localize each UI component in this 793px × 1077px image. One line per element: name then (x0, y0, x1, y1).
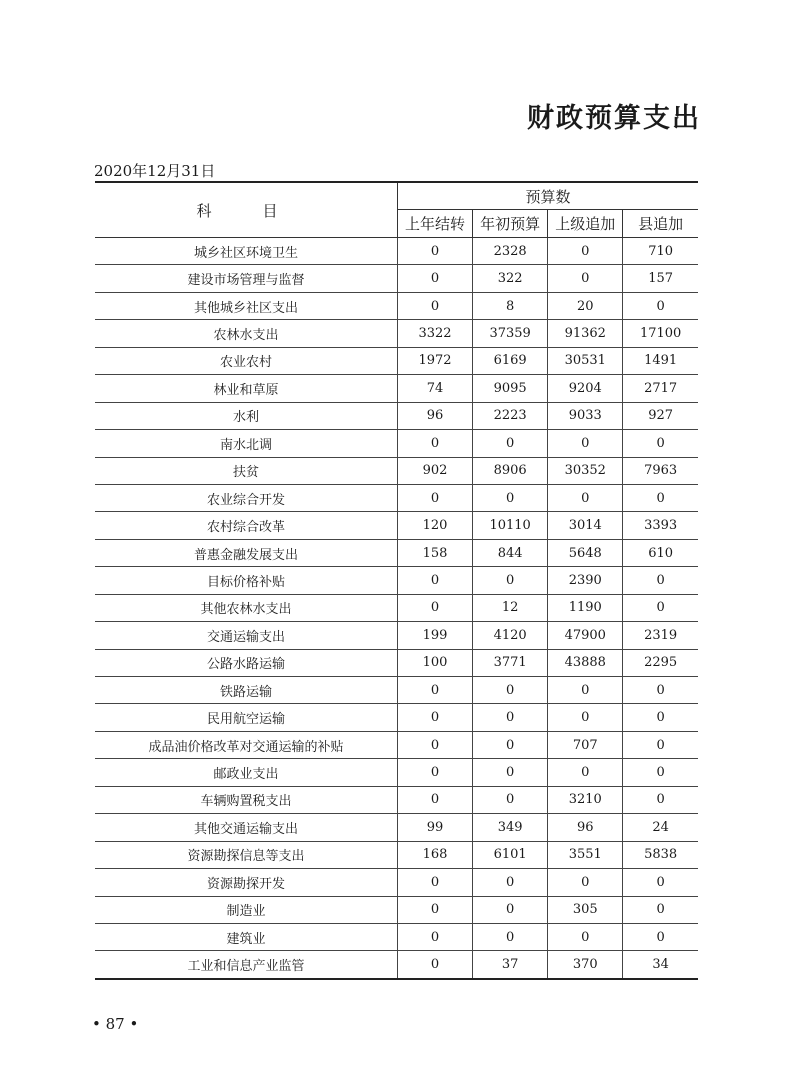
row-value: 30531 (548, 347, 623, 374)
row-subject: 民用航空运输 (95, 704, 397, 731)
row-value: 34 (623, 951, 698, 979)
column-header: 上年结转 (397, 210, 472, 238)
row-value: 3322 (397, 320, 472, 347)
table-row (95, 731, 698, 758)
row-value: 0 (397, 567, 472, 594)
table-row (95, 238, 698, 265)
table-row (95, 484, 698, 511)
row-value: 6169 (473, 347, 548, 374)
table-row (95, 457, 698, 484)
row-value: 0 (623, 759, 698, 786)
row-subject: 成品油价格改革对交通运输的补贴 (95, 731, 397, 758)
row-value: 5648 (548, 539, 623, 566)
row-value: 6101 (473, 841, 548, 868)
row-value: 0 (623, 896, 698, 923)
row-value: 0 (473, 896, 548, 923)
row-value: 0 (548, 265, 623, 292)
row-value: 0 (397, 951, 472, 979)
row-subject: 普惠金融发展支出 (95, 539, 397, 566)
row-value: 120 (397, 512, 472, 539)
row-value: 4120 (473, 622, 548, 649)
row-value: 0 (397, 704, 472, 731)
row-value: 7963 (623, 457, 698, 484)
table-row (95, 512, 698, 539)
row-value: 2390 (548, 567, 623, 594)
budget-table (95, 181, 698, 980)
row-value: 9204 (548, 375, 623, 402)
row-value: 322 (473, 265, 548, 292)
table-row (95, 430, 698, 457)
row-value: 0 (623, 292, 698, 319)
row-value: 5838 (623, 841, 698, 868)
row-value: 3210 (548, 786, 623, 813)
column-header: 年初预算 (473, 210, 548, 238)
row-value: 0 (397, 484, 472, 511)
row-value: 0 (473, 704, 548, 731)
row-subject: 扶贫 (95, 457, 397, 484)
table-row (95, 402, 698, 429)
column-header: 县追加 (623, 210, 698, 238)
row-value: 0 (623, 567, 698, 594)
row-value: 0 (473, 759, 548, 786)
row-value: 0 (548, 923, 623, 950)
row-value: 0 (473, 677, 548, 704)
row-value: 0 (397, 430, 472, 457)
row-value: 0 (623, 677, 698, 704)
report-date: 2020年12月31日 (94, 162, 216, 180)
row-value: 96 (397, 402, 472, 429)
page-number: • 87 • (92, 1015, 139, 1033)
row-value: 30352 (548, 457, 623, 484)
row-value: 349 (473, 814, 548, 841)
row-value: 9033 (548, 402, 623, 429)
table-row (95, 841, 698, 868)
row-value: 0 (397, 896, 472, 923)
row-value: 0 (548, 238, 623, 265)
row-value: 0 (548, 704, 623, 731)
row-value: 17100 (623, 320, 698, 347)
table-row (95, 539, 698, 566)
row-value: 43888 (548, 649, 623, 676)
row-value: 710 (623, 238, 698, 265)
table-body (95, 238, 698, 979)
table-row (95, 292, 698, 319)
row-value: 100 (397, 649, 472, 676)
row-subject: 工业和信息产业监管 (95, 951, 397, 979)
row-subject: 南水北调 (95, 430, 397, 457)
row-value: 0 (548, 869, 623, 896)
table-row (95, 649, 698, 676)
row-subject: 城乡社区环境卫生 (95, 238, 397, 265)
row-value: 99 (397, 814, 472, 841)
row-value: 2328 (473, 238, 548, 265)
row-value: 0 (623, 731, 698, 758)
row-value: 3551 (548, 841, 623, 868)
row-value: 8 (473, 292, 548, 319)
row-value: 9095 (473, 375, 548, 402)
row-value: 157 (623, 265, 698, 292)
row-value: 0 (397, 786, 472, 813)
row-value: 2319 (623, 622, 698, 649)
table-row (95, 265, 698, 292)
row-value: 0 (623, 484, 698, 511)
row-value: 3393 (623, 512, 698, 539)
table-row (95, 923, 698, 950)
row-value: 0 (397, 292, 472, 319)
row-value: 74 (397, 375, 472, 402)
row-subject: 农业综合开发 (95, 484, 397, 511)
row-value: 199 (397, 622, 472, 649)
column-header: 上级追加 (548, 210, 623, 238)
row-subject: 水利 (95, 402, 397, 429)
row-value: 0 (397, 923, 472, 950)
row-value: 0 (623, 786, 698, 813)
row-value: 91362 (548, 320, 623, 347)
row-value: 0 (397, 265, 472, 292)
row-value: 12 (473, 594, 548, 621)
row-value: 158 (397, 539, 472, 566)
row-value: 1190 (548, 594, 623, 621)
row-value: 37359 (473, 320, 548, 347)
row-value: 0 (473, 923, 548, 950)
row-subject: 其他城乡社区支出 (95, 292, 397, 319)
table-row (95, 677, 698, 704)
row-value: 0 (548, 759, 623, 786)
row-value: 902 (397, 457, 472, 484)
row-value: 0 (473, 731, 548, 758)
row-subject: 其他交通运输支出 (95, 814, 397, 841)
row-value: 2717 (623, 375, 698, 402)
row-subject: 其他农林水支出 (95, 594, 397, 621)
row-value: 24 (623, 814, 698, 841)
row-subject: 铁路运输 (95, 677, 397, 704)
row-subject: 农业农村 (95, 347, 397, 374)
row-value: 0 (397, 869, 472, 896)
subject-header: 科 目 (95, 182, 397, 238)
row-subject: 建设市场管理与监督 (95, 265, 397, 292)
row-value: 0 (473, 430, 548, 457)
row-value: 0 (473, 484, 548, 511)
row-value: 1972 (397, 347, 472, 374)
table-row (95, 320, 698, 347)
row-value: 707 (548, 731, 623, 758)
row-subject: 农村综合改革 (95, 512, 397, 539)
row-value: 0 (623, 923, 698, 950)
row-subject: 农林水支出 (95, 320, 397, 347)
table-row (95, 869, 698, 896)
row-value: 2223 (473, 402, 548, 429)
row-value: 20 (548, 292, 623, 319)
row-value: 3014 (548, 512, 623, 539)
table-row (95, 594, 698, 621)
row-value: 370 (548, 951, 623, 979)
row-subject: 资源勘探开发 (95, 869, 397, 896)
row-subject: 资源勘探信息等支出 (95, 841, 397, 868)
row-value: 8906 (473, 457, 548, 484)
row-value: 47900 (548, 622, 623, 649)
row-subject: 建筑业 (95, 923, 397, 950)
row-value: 0 (473, 869, 548, 896)
row-value: 0 (473, 786, 548, 813)
table-row (95, 896, 698, 923)
row-value: 37 (473, 951, 548, 979)
row-value: 0 (623, 704, 698, 731)
table-row (95, 786, 698, 813)
table-row (95, 704, 698, 731)
row-value: 96 (548, 814, 623, 841)
row-value: 0 (397, 238, 472, 265)
row-value: 3771 (473, 649, 548, 676)
row-value: 0 (397, 731, 472, 758)
row-value: 2295 (623, 649, 698, 676)
table-row (95, 375, 698, 402)
row-value: 0 (548, 484, 623, 511)
row-subject: 车辆购置税支出 (95, 786, 397, 813)
row-value: 0 (473, 567, 548, 594)
table-row (95, 622, 698, 649)
row-value: 305 (548, 896, 623, 923)
table-row (95, 567, 698, 594)
row-value: 0 (397, 759, 472, 786)
row-value: 610 (623, 539, 698, 566)
row-value: 0 (623, 430, 698, 457)
row-subject: 交通运输支出 (95, 622, 397, 649)
row-subject: 目标价格补贴 (95, 567, 397, 594)
row-value: 927 (623, 402, 698, 429)
row-subject: 制造业 (95, 896, 397, 923)
table-row (95, 759, 698, 786)
page-title: 财政预算支出 (527, 103, 701, 134)
row-value: 0 (548, 430, 623, 457)
row-subject: 邮政业支出 (95, 759, 397, 786)
row-value: 0 (623, 869, 698, 896)
row-value: 844 (473, 539, 548, 566)
table-row (95, 814, 698, 841)
row-value: 0 (397, 594, 472, 621)
table-row (95, 951, 698, 979)
row-value: 168 (397, 841, 472, 868)
row-value: 0 (623, 594, 698, 621)
row-value: 10110 (473, 512, 548, 539)
table-row (95, 347, 698, 374)
row-value: 0 (397, 677, 472, 704)
row-subject: 公路水路运输 (95, 649, 397, 676)
row-value: 1491 (623, 347, 698, 374)
budget-group-header: 预算数 (397, 182, 698, 210)
row-value: 0 (548, 677, 623, 704)
row-subject: 林业和草原 (95, 375, 397, 402)
